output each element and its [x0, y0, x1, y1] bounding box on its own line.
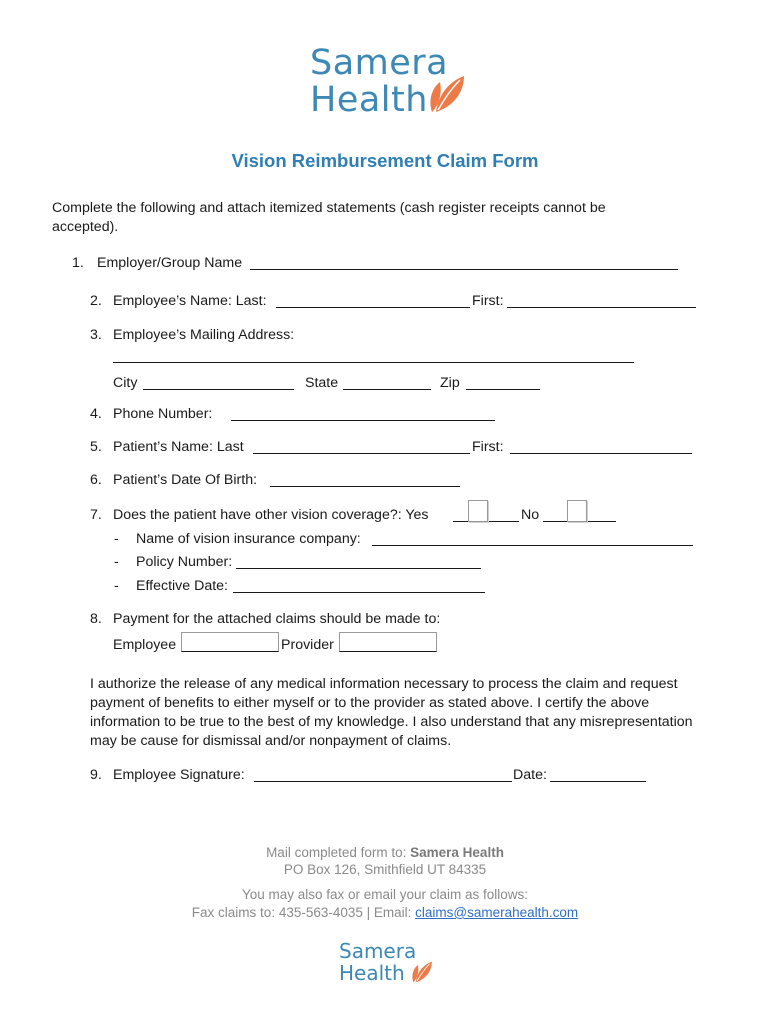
- field-8-number: 8.: [90, 611, 102, 627]
- patient-dob-line[interactable]: [270, 486, 460, 487]
- field-4-number: 4.: [90, 406, 102, 422]
- zip-line[interactable]: [466, 389, 540, 390]
- patient-first-name-line[interactable]: [510, 453, 692, 454]
- logo-line-samera: Samera: [310, 43, 449, 83]
- logo-small-line-health: Health: [339, 961, 405, 985]
- fax-email-intro: You may also fax or email your claim as follows:: [241, 887, 529, 902]
- employee-first-name-label: First:: [472, 293, 504, 309]
- no-checkbox[interactable]: [567, 500, 587, 522]
- mail-prefix: Mail completed form to:: [266, 845, 407, 860]
- effective-date-line[interactable]: [233, 592, 485, 593]
- city-label: City: [113, 375, 138, 391]
- employee-signature-label: Employee Signature:: [113, 767, 245, 783]
- employer-group-name-label: Employer/Group Name: [97, 255, 243, 271]
- mail-address: PO Box 126, Smithfield UT 84335: [283, 862, 487, 877]
- samera-health-logo: [310, 44, 510, 118]
- no-label: No: [521, 507, 540, 523]
- field-5-number: 5.: [90, 439, 102, 455]
- employee-last-name-label: Employee’s Name: Last:: [113, 293, 267, 309]
- date-line[interactable]: [550, 781, 646, 782]
- field-9-number: 9.: [90, 767, 102, 783]
- other-coverage-label: Does the patient have other vision coverage?: Yes: [113, 507, 429, 523]
- leaf-icon-small: [411, 960, 433, 984]
- fax-email-line: [0, 904, 770, 921]
- mailing-address-line[interactable]: [113, 362, 634, 363]
- fax-prefix: Fax claims to: 435-563-4035 | Email:: [191, 905, 412, 920]
- email-link[interactable]: claims@samerahealth.com: [415, 905, 579, 920]
- mail-to-line: [0, 844, 770, 861]
- city-line[interactable]: [143, 389, 294, 390]
- policy-number-line[interactable]: [236, 568, 481, 569]
- patient-last-name-line[interactable]: [253, 453, 470, 454]
- employee-option-label: Employee: [113, 637, 177, 653]
- payment-label: Payment for the attached claims should be made to:: [113, 611, 441, 627]
- employee-payment-box[interactable]: [181, 632, 279, 652]
- yes-checkbox[interactable]: [468, 500, 488, 522]
- dash-3: -: [114, 578, 119, 594]
- field-1-number: 1.: [72, 255, 84, 271]
- employee-signature-line[interactable]: [254, 781, 512, 782]
- provider-payment-box[interactable]: [339, 632, 437, 652]
- policy-number-label: Policy Number:: [136, 554, 233, 570]
- field-3-number: 3.: [90, 327, 102, 343]
- insurance-company-label: Name of vision insurance company:: [136, 531, 361, 547]
- insurance-company-line[interactable]: [372, 545, 693, 546]
- dash-2: -: [114, 554, 119, 570]
- field-6-number: 6.: [90, 472, 102, 488]
- logo-line-health: Health: [310, 80, 428, 120]
- mail-name: Samera Health: [410, 845, 504, 860]
- logo-small-line-samera: Samera: [339, 939, 417, 963]
- samera-health-logo-small: [339, 940, 459, 984]
- page-title: Vision Reimbursement Claim Form: [231, 150, 539, 171]
- dash-1: -: [114, 531, 119, 547]
- field-7-number: 7.: [90, 507, 102, 523]
- employer-group-name-line[interactable]: [250, 269, 678, 270]
- state-label: State: [305, 375, 339, 391]
- intro-text: Complete the following and attach itemized statements (cash register receipts cannot be accepted).: [52, 200, 606, 235]
- phone-number-line[interactable]: [231, 420, 495, 421]
- patient-last-name-label: Patient’s Name: Last: [113, 439, 244, 455]
- mailing-address-label: Employee’s Mailing Address:: [113, 327, 295, 343]
- employee-first-name-line[interactable]: [507, 307, 696, 308]
- patient-first-name-label: First:: [472, 439, 504, 455]
- zip-label: Zip: [440, 375, 460, 391]
- field-2-number: 2.: [90, 293, 102, 309]
- leaf-icon: [428, 74, 466, 114]
- patient-dob-label: Patient’s Date Of Birth:: [113, 472, 258, 488]
- employee-last-name-line[interactable]: [276, 307, 470, 308]
- provider-option-label: Provider: [281, 637, 334, 653]
- date-label: Date:: [513, 767, 547, 783]
- state-line[interactable]: [343, 389, 431, 390]
- authorization-paragraph: I authorize the release of any medical information necessary to process the claim and request payment of benefits to either myself or to the provider as stated above. I certify the above information to be true to the best of my knowledge. I also understand that any misrepresentation may be cause for dismissal and/or nonpayment of claims.: [90, 676, 693, 749]
- effective-date-label: Effective Date:: [136, 578, 229, 594]
- phone-number-label: Phone Number:: [113, 406, 213, 422]
